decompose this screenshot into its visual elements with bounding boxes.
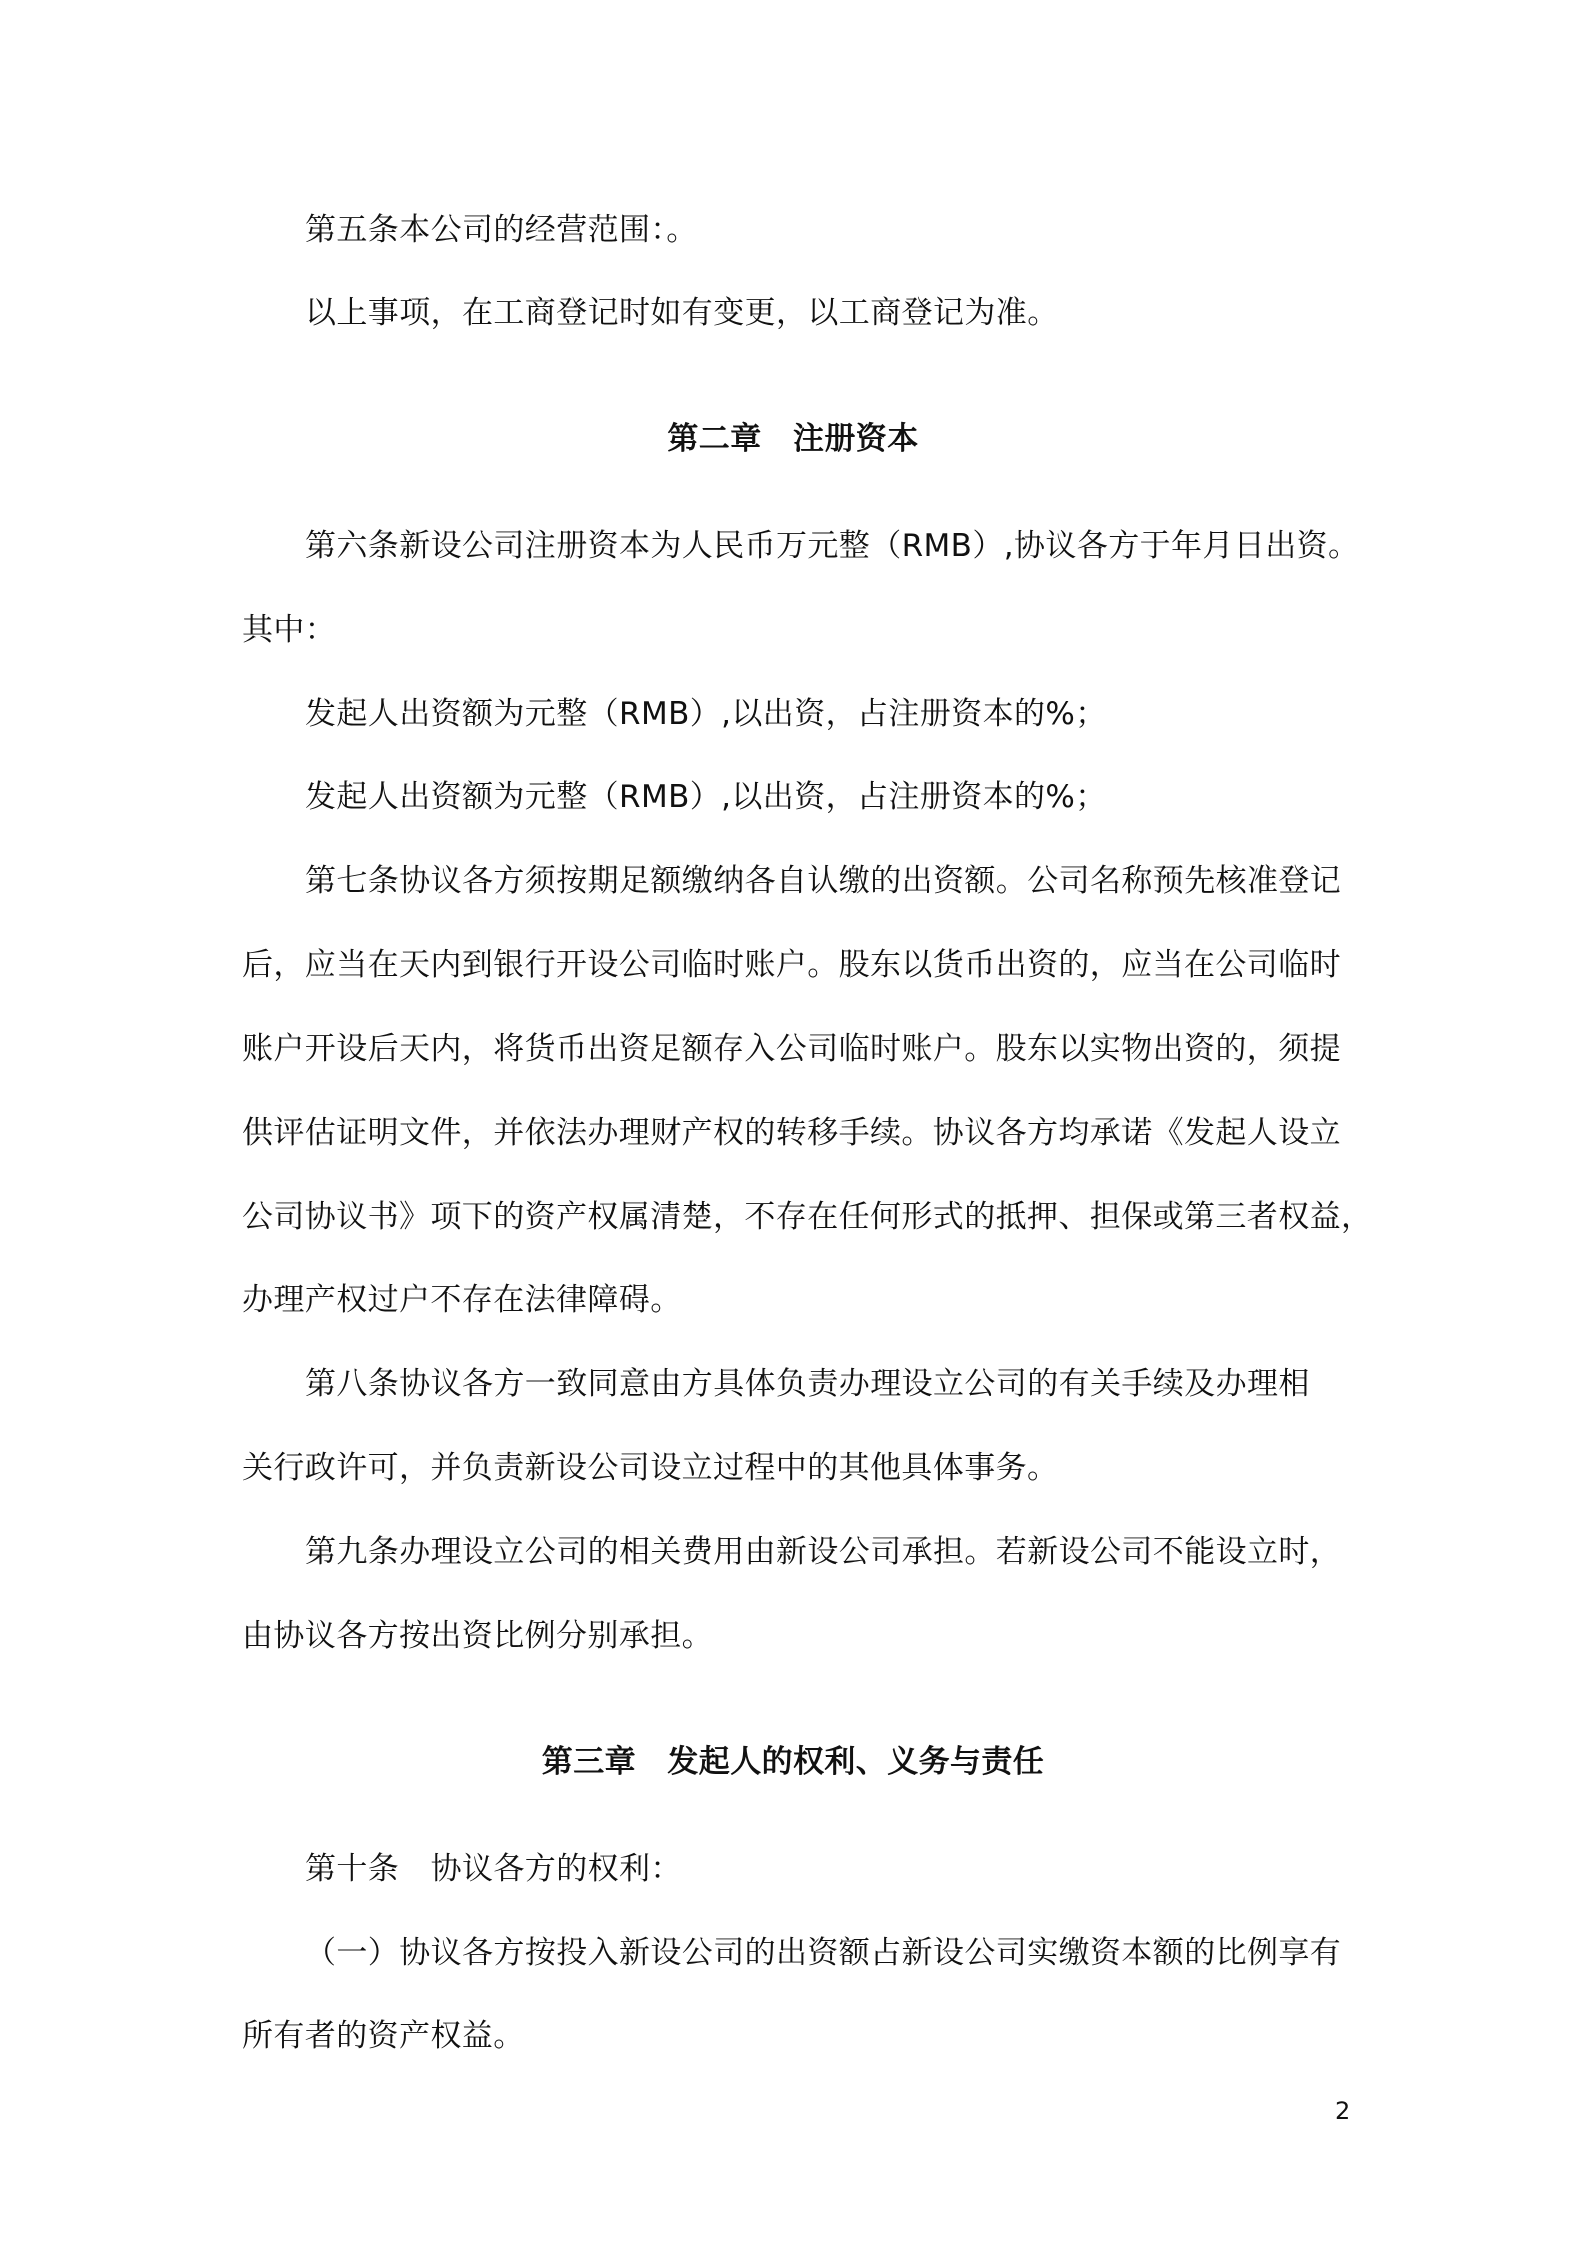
chapter-2-heading: 第二章 注册资本 — [667, 421, 919, 457]
article-6-line-2: 其中： — [242, 612, 337, 648]
article-7-line-5: 公司协议书》项下的资产权属清楚，不存在任何形式的抵押、担保或第三者权益， — [242, 1199, 1373, 1235]
article-10-item-1-line-1: （一）协议各方按投入新设公司的出资额占新设公司实缴资本额的比例享有 — [305, 1935, 1342, 1971]
page-number: 2 — [1335, 2097, 1351, 2125]
article-9-line-1: 第九条办理设立公司的相关费用由新设公司承担。若新设公司不能设立时， — [305, 1534, 1342, 1570]
article-10-item-1-line-2: 所有者的资产权益。 — [242, 2018, 525, 2054]
article-8-line-2: 关行政许可，并负责新设公司设立过程中的其他具体事务。 — [242, 1450, 1059, 1486]
registration-note-line: 以上事项，在工商登记时如有变更，以工商登记为准。 — [305, 295, 1059, 331]
article-7-line-2: 后，应当在天内到银行开设公司临时账户。股东以货币出资的，应当在公司临时 — [242, 947, 1341, 983]
founder-contribution-line-2: 发起人出资额为元整（RMB）,以出资，占注册资本的%； — [305, 779, 1107, 815]
article-5-line: 第五条本公司的经营范围：。 — [305, 212, 698, 248]
article-6-line-1: 第六条新设公司注册资本为人民币万元整（RMB）,协议各方于年月日出资。 — [305, 528, 1360, 564]
article-10-line: 第十条 协议各方的权利： — [305, 1851, 682, 1887]
article-9-line-2: 由协议各方按出资比例分别承担。 — [242, 1618, 713, 1654]
article-8-line-1: 第八条协议各方一致同意由方具体负责办理设立公司的有关手续及办理相 — [305, 1366, 1310, 1402]
article-7-line-3: 账户开设后天内，将货币出资足额存入公司临时账户。股东以实物出资的，须提 — [242, 1031, 1341, 1067]
founder-contribution-line-1: 发起人出资额为元整（RMB）,以出资，占注册资本的%； — [305, 696, 1107, 732]
article-7-line-4: 供评估证明文件，并依法办理财产权的转移手续。协议各方均承诺《发起人设立 — [242, 1115, 1341, 1151]
chapter-3-heading: 第三章 发起人的权利、义务与责任 — [541, 1744, 1045, 1780]
article-7-line-6: 办理产权过户不存在法律障碍。 — [242, 1282, 682, 1318]
article-7-line-1: 第七条协议各方须按期足额缴纳各自认缴的出资额。公司名称预先核准登记 — [305, 863, 1342, 899]
